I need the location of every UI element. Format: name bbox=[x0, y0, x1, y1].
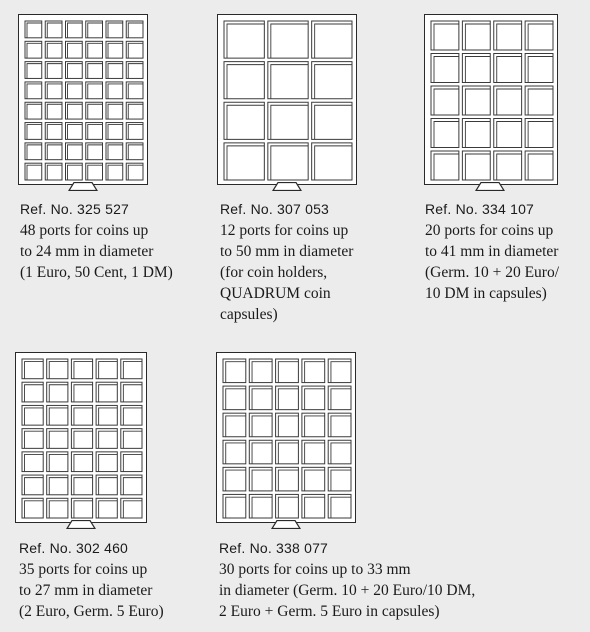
coin-compartment bbox=[86, 41, 103, 58]
description-line: 12 ports for coins up bbox=[220, 222, 349, 239]
description-line: to 27 mm in diameter bbox=[19, 582, 153, 599]
coin-compartment bbox=[22, 405, 43, 425]
tray-grid bbox=[16, 353, 148, 524]
coin-compartment bbox=[525, 119, 553, 148]
coin-tray-3 bbox=[424, 14, 558, 185]
coin-compartment bbox=[106, 163, 123, 180]
tray-grid bbox=[425, 15, 559, 186]
coin-compartment bbox=[22, 359, 43, 379]
coin-compartment bbox=[249, 494, 272, 518]
coin-compartment bbox=[71, 382, 92, 402]
description-line: 20 ports for coins up bbox=[425, 222, 554, 239]
coin-compartment bbox=[268, 21, 308, 58]
coin-compartment bbox=[96, 382, 117, 402]
coin-compartment bbox=[126, 163, 143, 180]
coin-compartment bbox=[66, 62, 83, 79]
description-line: 48 ports for coins up bbox=[20, 222, 149, 239]
coin-compartment bbox=[312, 102, 352, 139]
coin-compartment bbox=[312, 143, 352, 180]
description-line: (1 Euro, 50 Cent, 1 DM) bbox=[20, 264, 173, 281]
coin-compartment bbox=[86, 82, 103, 99]
coin-compartment bbox=[86, 102, 103, 119]
coin-tray-1 bbox=[18, 14, 148, 185]
coin-compartment bbox=[106, 41, 123, 58]
coin-compartment bbox=[494, 54, 522, 83]
coin-compartment bbox=[121, 359, 142, 379]
caption-5 bbox=[219, 540, 475, 622]
tray-handle-1 bbox=[68, 182, 98, 191]
coin-compartment bbox=[22, 452, 43, 472]
caption-1 bbox=[20, 201, 173, 283]
ref-number: Ref. No. 338 077 bbox=[219, 540, 329, 556]
coin-compartment bbox=[223, 413, 246, 437]
coin-tray-2 bbox=[217, 14, 357, 185]
coin-compartment bbox=[302, 440, 325, 464]
coin-compartment bbox=[126, 143, 143, 160]
coin-compartment bbox=[45, 82, 62, 99]
description-line: 2 Euro + Germ. 5 Euro in capsules) bbox=[219, 603, 440, 620]
coin-compartment bbox=[86, 21, 103, 38]
coin-compartment bbox=[47, 382, 68, 402]
caption-2 bbox=[220, 201, 353, 325]
coin-compartment bbox=[276, 494, 299, 518]
coin-compartment bbox=[25, 102, 42, 119]
coin-compartment bbox=[25, 143, 42, 160]
tray-handle-5 bbox=[271, 520, 301, 529]
ref-number: Ref. No. 302 460 bbox=[19, 540, 129, 556]
coin-compartment bbox=[224, 21, 264, 58]
coin-tray-4 bbox=[15, 352, 147, 523]
coin-compartment bbox=[66, 143, 83, 160]
coin-compartment bbox=[302, 494, 325, 518]
coin-compartment bbox=[25, 41, 42, 58]
coin-compartment bbox=[223, 359, 246, 383]
coin-compartment bbox=[462, 151, 490, 180]
coin-compartment bbox=[268, 143, 308, 180]
coin-compartment bbox=[96, 498, 117, 518]
coin-compartment bbox=[126, 41, 143, 58]
description-line: 35 ports for coins up bbox=[19, 561, 148, 578]
coin-compartment bbox=[22, 498, 43, 518]
coin-compartment bbox=[22, 382, 43, 402]
coin-compartment bbox=[22, 475, 43, 495]
coin-compartment bbox=[47, 429, 68, 449]
coin-compartment bbox=[96, 452, 117, 472]
coin-compartment bbox=[268, 62, 308, 99]
coin-compartment bbox=[249, 413, 272, 437]
coin-compartment bbox=[25, 82, 42, 99]
coin-compartment bbox=[126, 82, 143, 99]
coin-compartment bbox=[249, 440, 272, 464]
coin-compartment bbox=[223, 440, 246, 464]
coin-compartment bbox=[121, 475, 142, 495]
coin-compartment bbox=[66, 41, 83, 58]
coin-compartment bbox=[302, 386, 325, 410]
tray-grid bbox=[218, 15, 358, 186]
coin-compartment bbox=[25, 62, 42, 79]
coin-compartment bbox=[96, 359, 117, 379]
coin-compartment bbox=[312, 62, 352, 99]
coin-compartment bbox=[462, 119, 490, 148]
coin-compartment bbox=[431, 21, 459, 50]
coin-compartment bbox=[276, 413, 299, 437]
coin-compartment bbox=[22, 429, 43, 449]
coin-compartment bbox=[249, 386, 272, 410]
caption-3 bbox=[425, 201, 559, 304]
coin-compartment bbox=[106, 143, 123, 160]
coin-compartment bbox=[86, 163, 103, 180]
coin-compartment bbox=[25, 123, 42, 140]
coin-compartment bbox=[71, 498, 92, 518]
coin-compartment bbox=[96, 429, 117, 449]
coin-compartment bbox=[47, 452, 68, 472]
coin-compartment bbox=[525, 151, 553, 180]
coin-compartment bbox=[106, 62, 123, 79]
coin-compartment bbox=[66, 102, 83, 119]
coin-compartment bbox=[106, 102, 123, 119]
coin-compartment bbox=[45, 21, 62, 38]
coin-compartment bbox=[45, 143, 62, 160]
tray-grid bbox=[19, 15, 149, 186]
coin-compartment bbox=[96, 475, 117, 495]
coin-compartment bbox=[223, 386, 246, 410]
coin-compartment bbox=[276, 440, 299, 464]
coin-compartment bbox=[121, 429, 142, 449]
coin-tray-5 bbox=[216, 352, 356, 523]
caption-4 bbox=[19, 540, 164, 622]
coin-compartment bbox=[328, 494, 351, 518]
coin-compartment bbox=[106, 82, 123, 99]
coin-compartment bbox=[431, 54, 459, 83]
tray-grid bbox=[217, 353, 357, 524]
coin-compartment bbox=[47, 498, 68, 518]
tray-handle-4 bbox=[66, 520, 96, 529]
coin-compartment bbox=[525, 54, 553, 83]
coin-compartment bbox=[276, 467, 299, 491]
coin-compartment bbox=[47, 475, 68, 495]
coin-compartment bbox=[328, 467, 351, 491]
coin-compartment bbox=[462, 86, 490, 115]
coin-compartment bbox=[121, 498, 142, 518]
coin-compartment bbox=[45, 62, 62, 79]
coin-compartment bbox=[302, 359, 325, 383]
coin-compartment bbox=[431, 86, 459, 115]
coin-compartment bbox=[66, 82, 83, 99]
coin-compartment bbox=[328, 386, 351, 410]
description-line: to 24 mm in diameter bbox=[20, 243, 154, 260]
coin-compartment bbox=[66, 163, 83, 180]
coin-compartment bbox=[494, 151, 522, 180]
coin-compartment bbox=[328, 440, 351, 464]
coin-compartment bbox=[121, 452, 142, 472]
coin-compartment bbox=[66, 21, 83, 38]
coin-compartment bbox=[431, 119, 459, 148]
coin-compartment bbox=[126, 21, 143, 38]
coin-compartment bbox=[462, 54, 490, 83]
coin-compartment bbox=[47, 405, 68, 425]
coin-compartment bbox=[106, 21, 123, 38]
description-line: 10 DM in capsules) bbox=[425, 285, 547, 302]
coin-compartment bbox=[45, 41, 62, 58]
coin-compartment bbox=[525, 86, 553, 115]
coin-compartment bbox=[25, 163, 42, 180]
description-line: (for coin holders, bbox=[220, 264, 328, 281]
coin-compartment bbox=[224, 143, 264, 180]
coin-compartment bbox=[126, 102, 143, 119]
coin-compartment bbox=[66, 123, 83, 140]
coin-compartment bbox=[47, 359, 68, 379]
coin-compartment bbox=[86, 143, 103, 160]
coin-compartment bbox=[525, 21, 553, 50]
coin-compartment bbox=[462, 21, 490, 50]
coin-compartment bbox=[276, 359, 299, 383]
coin-compartment bbox=[268, 102, 308, 139]
coin-compartment bbox=[224, 62, 264, 99]
tray-handle-3 bbox=[475, 182, 505, 191]
description-line: QUADRUM coin bbox=[220, 285, 331, 302]
description-line: 30 ports for coins up to 33 mm bbox=[219, 561, 411, 578]
coin-compartment bbox=[45, 102, 62, 119]
coin-compartment bbox=[71, 475, 92, 495]
description-line: to 41 mm in diameter bbox=[425, 243, 559, 260]
coin-compartment bbox=[121, 382, 142, 402]
coin-compartment bbox=[45, 123, 62, 140]
coin-compartment bbox=[249, 467, 272, 491]
description-line: (Germ. 10 + 20 Euro/ bbox=[425, 264, 560, 281]
ref-number: Ref. No. 307 053 bbox=[220, 201, 330, 217]
coin-compartment bbox=[223, 467, 246, 491]
coin-compartment bbox=[249, 359, 272, 383]
coin-compartment bbox=[224, 102, 264, 139]
coin-compartment bbox=[494, 21, 522, 50]
coin-compartment bbox=[223, 494, 246, 518]
coin-compartment bbox=[86, 123, 103, 140]
coin-compartment bbox=[86, 62, 103, 79]
coin-compartment bbox=[494, 119, 522, 148]
coin-compartment bbox=[126, 123, 143, 140]
coin-compartment bbox=[71, 359, 92, 379]
coin-compartment bbox=[71, 429, 92, 449]
coin-compartment bbox=[494, 86, 522, 115]
tray-handle-2 bbox=[272, 182, 302, 191]
coin-compartment bbox=[276, 386, 299, 410]
coin-compartment bbox=[431, 151, 459, 180]
coin-compartment bbox=[25, 21, 42, 38]
description-line: capsules) bbox=[220, 306, 278, 323]
coin-compartment bbox=[71, 405, 92, 425]
coin-compartment bbox=[126, 62, 143, 79]
coin-compartment bbox=[302, 413, 325, 437]
coin-compartment bbox=[328, 359, 351, 383]
ref-number: Ref. No. 325 527 bbox=[20, 201, 130, 217]
description-line: in diameter (Germ. 10 + 20 Euro/10 DM, bbox=[219, 582, 476, 599]
ref-number: Ref. No. 334 107 bbox=[425, 201, 535, 217]
coin-compartment bbox=[71, 452, 92, 472]
coin-compartment bbox=[312, 21, 352, 58]
description-line: to 50 mm in diameter bbox=[220, 243, 354, 260]
description-line: (2 Euro, Germ. 5 Euro) bbox=[19, 603, 164, 620]
coin-compartment bbox=[302, 467, 325, 491]
coin-compartment bbox=[45, 163, 62, 180]
coin-compartment bbox=[106, 123, 123, 140]
coin-compartment bbox=[328, 413, 351, 437]
coin-compartment bbox=[121, 405, 142, 425]
coin-compartment bbox=[96, 405, 117, 425]
